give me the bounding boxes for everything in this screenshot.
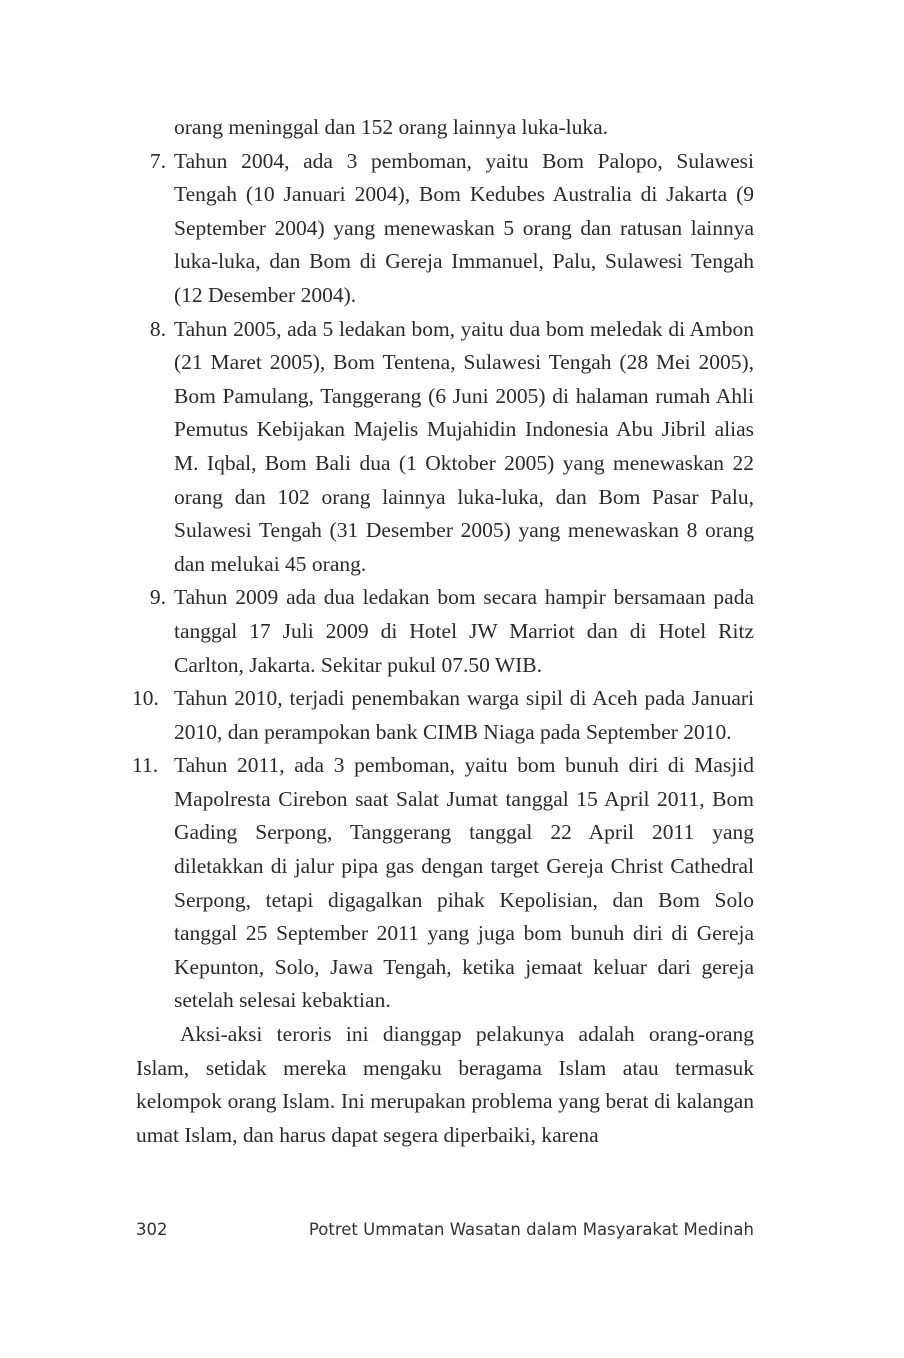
list-item-number: 9. (149, 585, 166, 610)
list-item-text: Tahun 2009 ada dua ledakan bom secara hampir bersamaan pada tanggal 17 Juli 2009 di Hotel JW Marriot dan di Hotel Ritz Carlton, Jakarta. Sekitar pukul 07.50 WIB. (174, 585, 754, 677)
page-footer (136, 1220, 754, 1239)
body-paragraph: Aksi-aksi teroris ini dianggap pelakunya adalah orang-orang Islam, setidak mereka mengaku beragama Islam atau termasuk kelompok orang Islam. Ini merupakan problema yang berat di kalangan umat Islam, dan harus dapat segera diperbaiki, karena (136, 1022, 754, 1147)
list-item-text: Tahun 2010, terjadi penembakan warga sipil di Aceh pada Januari 2010, dan perampokan bank CIMB Niaga pada September 2010. (174, 686, 754, 744)
list-item (136, 145, 754, 313)
page-number: 302 (136, 1220, 168, 1239)
list-item (136, 581, 754, 682)
list-item-number: 7. (149, 148, 166, 173)
list-item-number: 8. (149, 316, 166, 341)
page-body (132, 111, 754, 1152)
list-item-number: 11. (132, 753, 159, 778)
list-item (136, 313, 754, 582)
list-item (132, 682, 754, 749)
list-item-number: 10. (132, 686, 159, 711)
list-item-text: Tahun 2004, ada 3 pemboman, yaitu Bom Palopo, Sulawesi Tengah (10 Januari 2004), Bom Kedubes Australia di Jakarta (9 September 2004) yang menewaskan 5 orang dan ratusan lainnya luka-luka, dan Bom di Gereja Immanuel, Palu, Sulawesi Tengah (12 Desember 2004). (174, 148, 754, 307)
list-item (132, 749, 754, 1018)
continued-text: orang meninggal dan 152 orang lainnya luka-luka. (174, 115, 609, 139)
running-title: Potret Ummatan Wasatan dalam Masyarakat Medinah (308, 1220, 754, 1239)
list-item-text: Tahun 2005, ada 5 ledakan bom, yaitu dua bom meledak di Ambon (21 Maret 2005), Bom Tentena, Sulawesi Tengah (28 Mei 2005), Bom Pamulang, Tanggerang (6 Juni 2005) di halaman rumah Ahli Pemutus Kebijakan Majelis Mujahidin Indonesia Abu Jibril alias M. Iqbal, Bom Bali dua (1 Oktober 2005) yang menewaskan 22 orang dan 102 orang lainnya luka-luka, dan Bom Pasar Palu, Sulawesi Tengah (31 Desember 2005) yang menewaskan 8 orang dan melukai 45 orang. (174, 316, 754, 576)
list-item-text: Tahun 2011, ada 3 pemboman, yaitu bom bunuh diri di Masjid Mapolresta Cirebon saat Salat Jumat tanggal 15 April 2011, Bom Gading Serpong, Tanggerang tanggal 22 April 2011 yang diletakkan di jalur pipa gas dengan target Gereja Christ Cathedral Serpong, tetapi digagalkan pihak Kepolisian, dan Bom Solo tanggal 25 September 2011 yang juga bom bunuh diri di Gereja Kepunton, Solo, Jawa Tengah, ketika jemaat keluar dari gereja setelah selesai kebaktian. (174, 753, 754, 1013)
